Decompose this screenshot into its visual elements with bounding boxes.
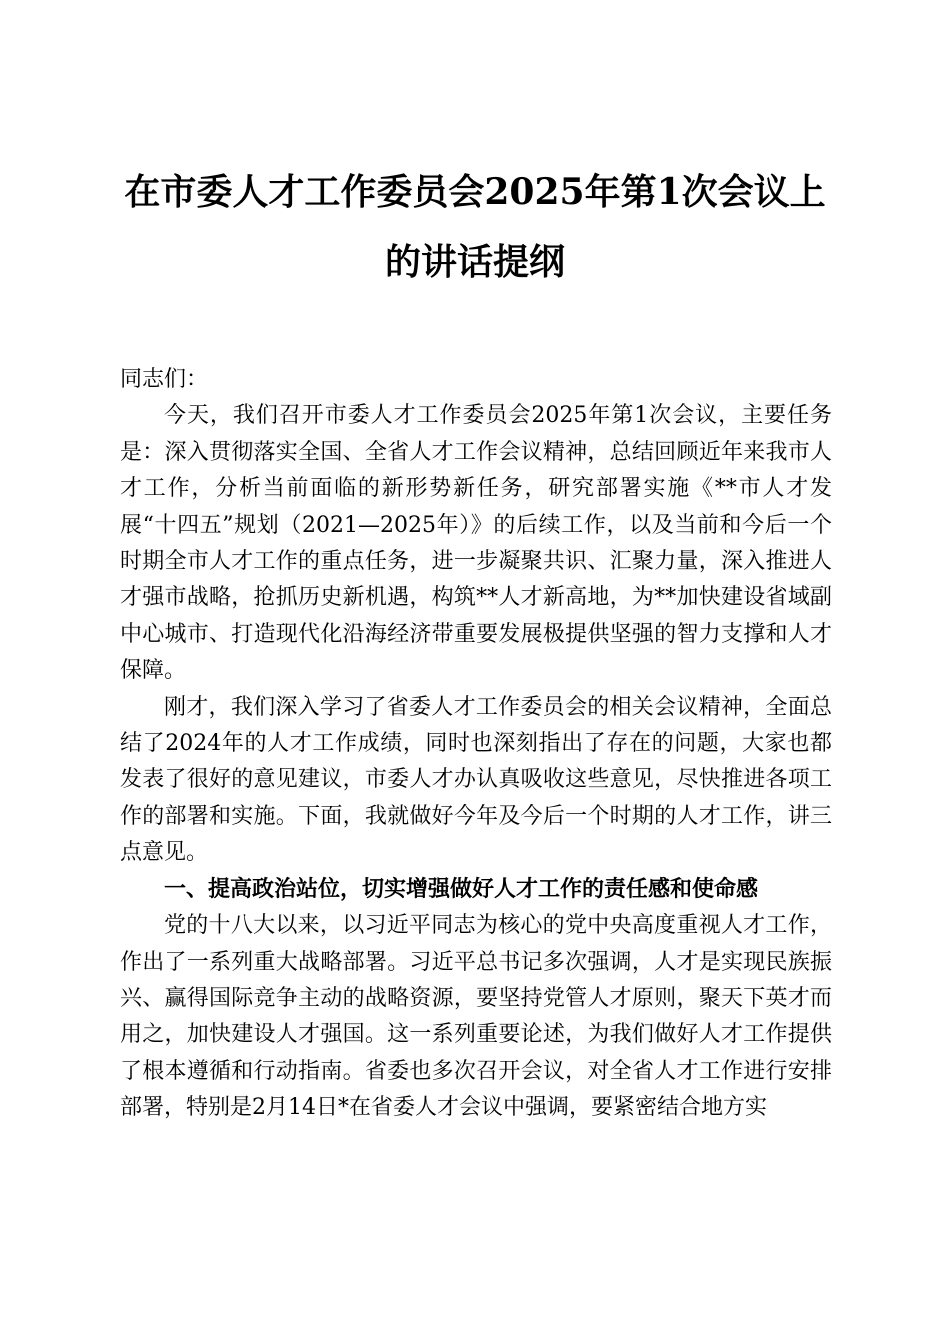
paragraph-intro: 今天，我们召开市委人才工作委员会2025年第1次会议，主要任务是：深入贯彻落实全国、全省人才工作会议精神，总结回顾近年来我市人才工作，分析当前面临的新形势新任务，研究部署实施《**市人才发展“十四五”规划（2021—2025年）》的后续工作，以及当前和今后一个时期全市人才工作的重点任务，进一步凝聚共识、汇聚力量，深入推进人才强市战略，抢抓历史新机遇，构筑**人才新高地，为**加快建设省域副中心城市、打造现代化沿海经济带重要发展极提供坚强的智力支撑和人才保障。: [120, 403, 832, 684]
document-title-line-2: 的讲话提纲: [384, 241, 565, 283]
document-title-line-1: 在市委人才工作委员会2025年第1次会议上: [124, 171, 826, 213]
paragraph-review: 刚才，我们深入学习了省委人才工作委员会的相关会议精神，全面总结了2024年的人才工作成绩，同时也深刻指出了存在的问题，大家也都发表了很好的意见建议，市委人才办认真吸收这些意见，尽快推进各项工作的部署和实施。下面，我就做好今年及今后一个时期的人才工作，讲三点意见。: [120, 694, 832, 866]
document-body: [120, 362, 832, 1127]
section-heading-1: 一、提高政治站位，切实增强做好人才工作的责任感和使命感: [164, 876, 759, 902]
salutation: 同志们：: [120, 367, 209, 392]
paragraph-section-1: 党的十八大以来，以习近平同志为核心的党中央高度重视人才工作，作出了一系列重大战略部署。习近平总书记多次强调，人才是实现民族振兴、赢得国际竞争主动的战略资源，要坚持党管人才原则，聚天下英才而用之，加快建设人才强国。这一系列重要论述，为我们做好人才工作提供了根本遵循和行动指南。省委也多次召开会议，对全省人才工作进行安排部署，特别是2月14日*在省委人才会议中强调，要紧密结合地方实: [120, 913, 832, 1121]
